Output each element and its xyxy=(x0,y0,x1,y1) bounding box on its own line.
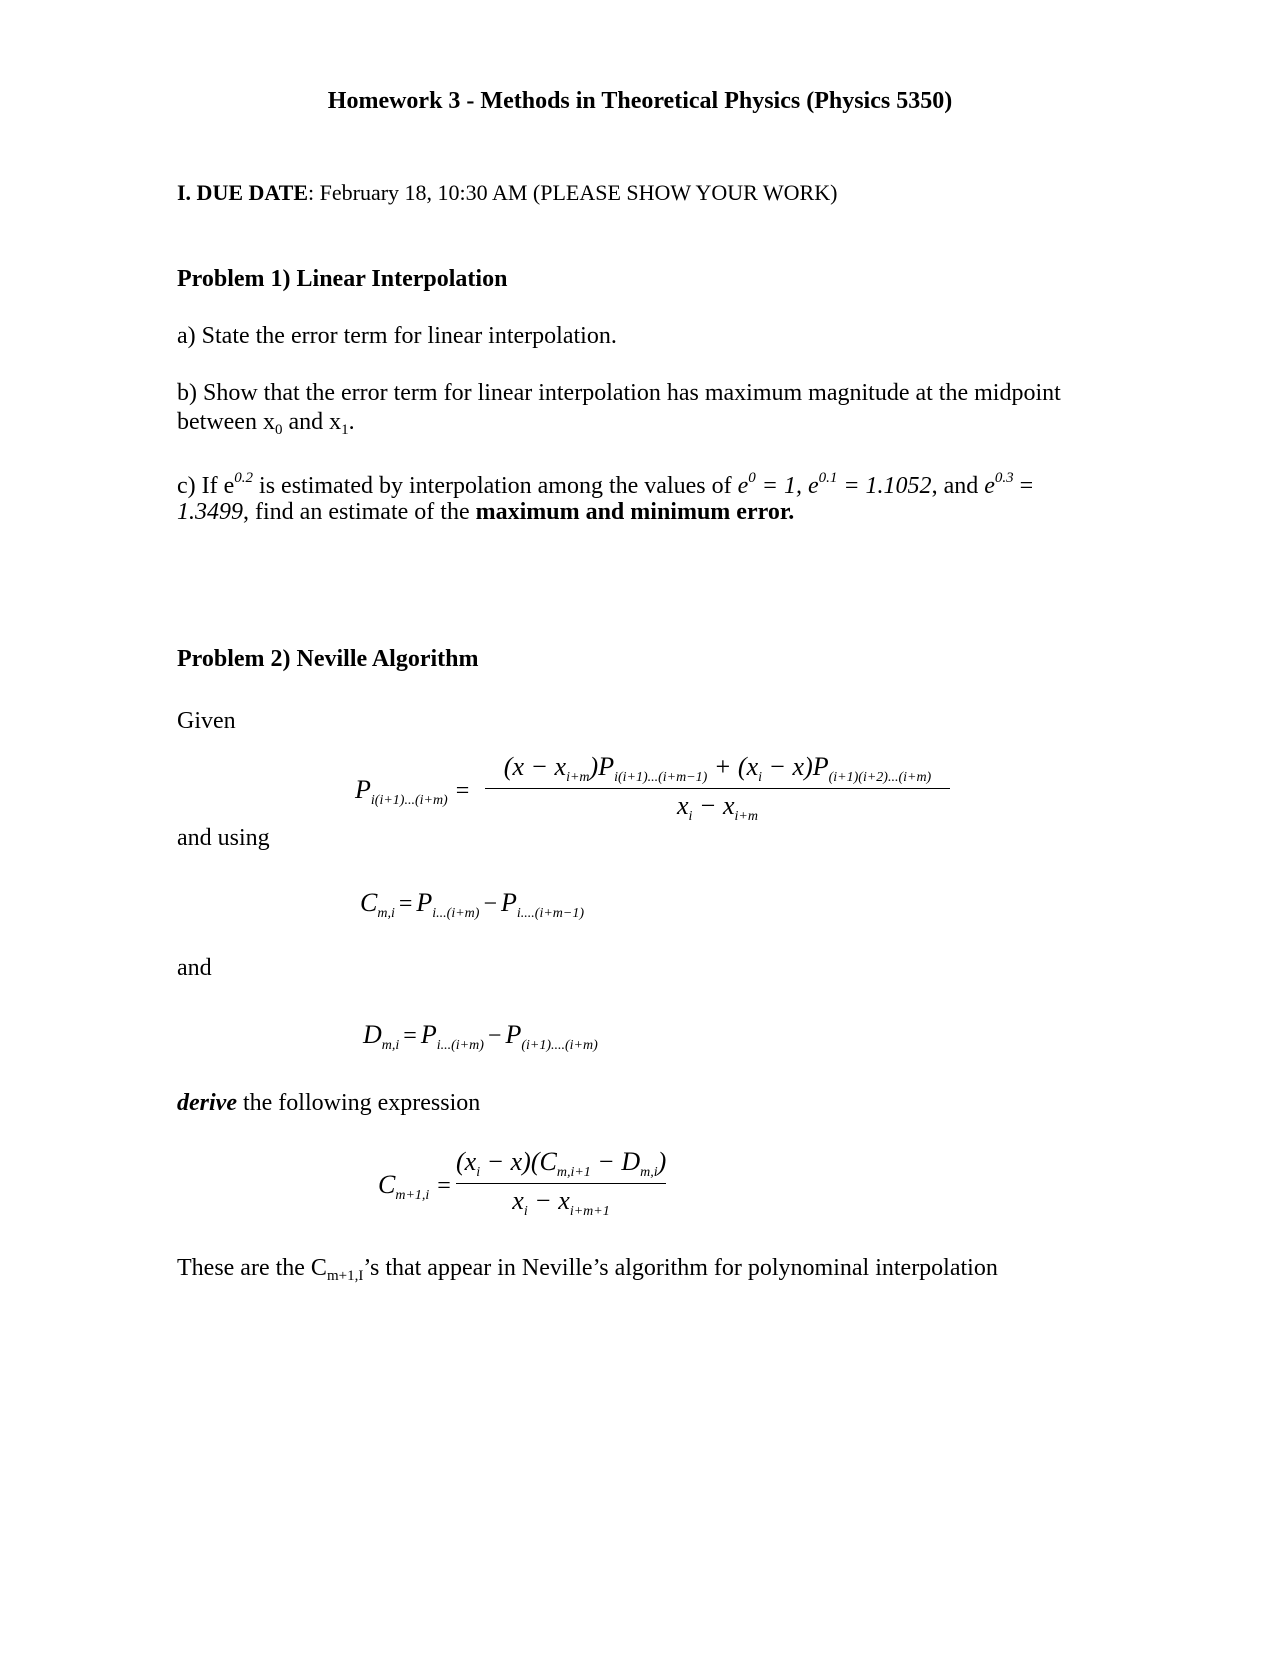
eq3-lhs: D xyxy=(363,1020,382,1049)
problem1-heading: Problem 1) Linear Interpolation xyxy=(177,266,508,292)
eq4-den-sub2: i+m+1 xyxy=(569,1204,610,1219)
eq2-lhs: C xyxy=(360,888,378,917)
eq1-den-a: x xyxy=(677,791,689,820)
eq3-rhs1-sub: i...(i+m) xyxy=(436,1038,484,1053)
equation-1-fraction xyxy=(485,752,950,825)
due-date-label: I. DUE DATE xyxy=(177,180,309,205)
eq4-equals: = xyxy=(437,1173,451,1199)
eq4-num-sub3: m,i xyxy=(640,1165,658,1180)
b-sub-0: 0 xyxy=(274,422,283,438)
eq2-rhs1: P xyxy=(416,888,433,917)
derive-bold: derive xyxy=(177,1090,237,1116)
due-date-text: : February 18, 10:30 AM (PLEASE SHOW YOUR WORK) xyxy=(308,180,838,205)
eq2-equals: = xyxy=(398,891,413,917)
eq4-num-d: ) xyxy=(657,1147,667,1176)
equation-2 xyxy=(360,888,584,922)
eq4-lhs: C xyxy=(378,1170,396,1199)
b-text-1: between x xyxy=(177,409,275,435)
c-text-1: c) If e xyxy=(177,473,235,499)
eq4-num-sub1: i xyxy=(476,1165,481,1180)
eq4-num-sub2: m,i+1 xyxy=(556,1165,591,1180)
closing-text-2: ’s that appear in Neville’s algorithm for polynominal interpolation xyxy=(363,1255,998,1281)
b-text-2: and x xyxy=(282,409,342,435)
b-sub-1: 1 xyxy=(341,422,349,438)
eq2-lhs-sub: m,i xyxy=(377,906,395,921)
eq1-den-sub2: i+m xyxy=(734,809,758,824)
eq1-num-a: (x − x xyxy=(503,752,567,781)
c-exp-0: 0 xyxy=(748,470,756,486)
eq1-denominator xyxy=(485,791,950,825)
derive-rest: the following expression xyxy=(236,1090,481,1116)
and-label: and xyxy=(177,955,212,981)
eq3-equals: = xyxy=(403,1023,417,1049)
eq3-rhs2-sub: (i+1)....(i+m) xyxy=(521,1038,598,1053)
eq2-rhs2-sub: i....(i+m−1) xyxy=(516,906,584,921)
equation-4-fraction xyxy=(456,1147,666,1220)
eq1-fraction-bar xyxy=(485,788,950,789)
eq1-lhs-sub: i(i+1)...(i+m) xyxy=(370,793,448,808)
eq4-denominator xyxy=(456,1186,666,1220)
eq1-num-d: − x)P xyxy=(762,752,829,781)
eq4-lhs-sub: m+1,i xyxy=(395,1188,430,1203)
eq4-fraction-bar xyxy=(456,1183,666,1184)
eq4-den-a: x xyxy=(512,1186,524,1215)
closing-sub: m+1,I xyxy=(326,1268,364,1284)
eq1-num-sub3: i xyxy=(758,770,762,785)
eq1-num-sub1: i+m xyxy=(566,770,590,785)
given-label: Given xyxy=(177,708,236,734)
problem1-part-b-line1: b) Show that the error term for linear interpolation has maximum magnitude at the midpoint xyxy=(177,380,1061,406)
c-exp-03: 0.3 xyxy=(994,470,1014,486)
problem1-part-b-line2 xyxy=(177,409,355,439)
c-line2-text: , find an estimate of the xyxy=(243,499,476,525)
eq3-minus: − xyxy=(487,1023,502,1049)
eq4-num-b: − x)(C xyxy=(480,1147,557,1176)
eq1-num-sub2: i(i+1)...(i+m−1) xyxy=(614,770,708,785)
b-text-3: . xyxy=(348,409,355,435)
eq2-minus: − xyxy=(483,891,497,917)
problem1-part-a: a) State the error term for linear interpolation. xyxy=(177,323,617,349)
eq2-rhs2: P xyxy=(501,888,517,917)
eq4-numerator xyxy=(456,1147,666,1181)
c-exp-01: 0.1 xyxy=(818,470,838,486)
c-e0: e xyxy=(737,473,749,499)
eq3-lhs-sub: m,i xyxy=(381,1038,400,1053)
eq1-den-b: − x xyxy=(692,791,735,820)
c-line2-val: 1.3499 xyxy=(177,499,243,525)
c-and: , and xyxy=(931,473,985,499)
eq4-num-c: − D xyxy=(590,1147,641,1176)
eq1-numerator xyxy=(485,752,950,786)
c-eq: = xyxy=(1013,473,1034,499)
c-exp-1: 0.2 xyxy=(234,470,254,486)
eq1-equals: = xyxy=(455,778,470,804)
eq3-rhs1: P xyxy=(420,1020,437,1049)
equation-3 xyxy=(363,1020,598,1054)
c-line2-bold: maximum and minimum error. xyxy=(475,499,795,525)
c-e03: e xyxy=(984,473,995,499)
due-date-line xyxy=(177,180,837,206)
eq4-den-b: − x xyxy=(527,1186,570,1215)
eq1-den-sub1: i xyxy=(688,809,693,824)
c-val-0: = 1, e xyxy=(755,473,819,499)
closing-text-1: These are the C xyxy=(177,1255,327,1281)
problem1-part-c-line1 xyxy=(177,470,1033,500)
eq1-num-c: + (x xyxy=(707,752,759,781)
eq1-num-b: )P xyxy=(589,752,615,781)
derive-line xyxy=(177,1090,480,1117)
eq3-rhs2: P xyxy=(505,1020,522,1049)
closing-line xyxy=(177,1255,998,1285)
eq2-rhs1-sub: i...(i+m) xyxy=(432,906,480,921)
problem1-part-c-line2 xyxy=(177,499,794,526)
page-title: Homework 3 - Methods in Theoretical Physics (Physics 5350) xyxy=(327,88,953,114)
c-val-01: = 1.1052 xyxy=(837,473,932,499)
eq1-lhs-symbol: P xyxy=(355,775,371,804)
eq1-num-sub4: (i+1)(i+2)...(i+m) xyxy=(828,770,932,785)
c-text-2: is estimated by interpolation among the values of xyxy=(253,473,738,499)
equation-4-lhs xyxy=(378,1170,451,1204)
equation-1-lhs xyxy=(355,775,469,809)
eq4-num-a: (x xyxy=(456,1147,477,1176)
problem2-heading: Problem 2) Neville Algorithm xyxy=(177,646,479,672)
and-using-label: and using xyxy=(177,825,270,851)
eq4-den-sub1: i xyxy=(523,1204,528,1219)
